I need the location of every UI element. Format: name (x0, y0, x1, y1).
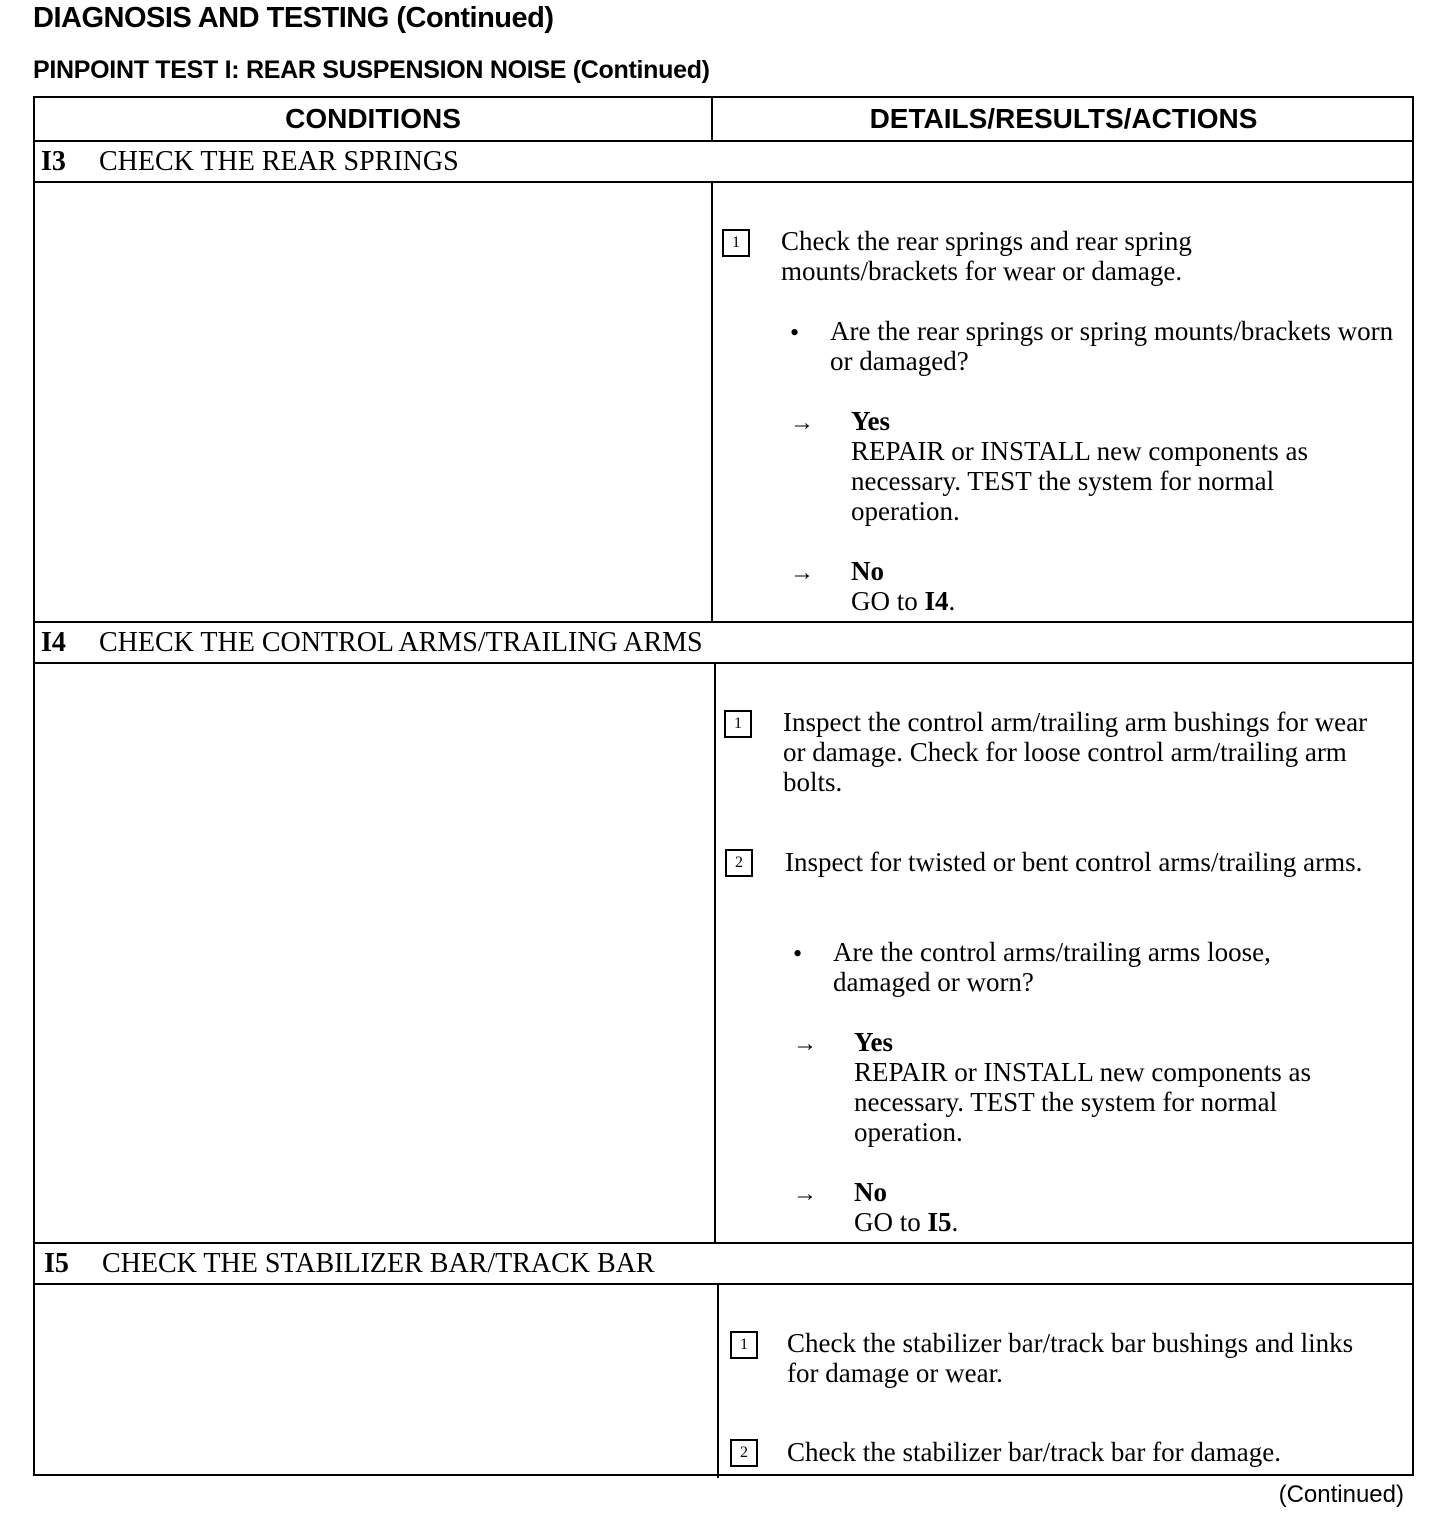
column-header-details: DETAILS/RESULTS/ACTIONS (869, 103, 1258, 134)
step-title-text: CHECK THE REAR SPRINGS (99, 146, 459, 177)
step-title-i4 (41, 623, 703, 663)
section-title: DIAGNOSIS AND TESTING (Continued) (33, 2, 554, 34)
action-text: Check the stabilizer bar/track bar for damage. (787, 1437, 1282, 1467)
bullet-icon: • (793, 939, 803, 968)
action-text: Check the stabilizer bar/track bar bushings and links for damage or wear. (787, 1328, 1354, 1388)
no-action (851, 586, 955, 616)
no-action-prefix: GO to (851, 586, 925, 616)
yes-action: REPAIR or INSTALL new components as necessary. TEST the system for normal operation. (851, 436, 1309, 526)
step-id: I3 (41, 146, 66, 177)
step-id: I5 (44, 1248, 69, 1279)
no-action (854, 1207, 958, 1237)
step-title-text: CHECK THE STABILIZER BAR/TRACK BAR (102, 1248, 655, 1279)
step-title-text: CHECK THE CONTROL ARMS/TRAILING ARMS (99, 627, 703, 658)
no-action-suffix: . (951, 1207, 959, 1237)
question-text: Are the control arms/trailing arms loose, damaged or worn? (833, 937, 1271, 997)
divider (711, 181, 713, 621)
question-text: Are the rear springs or spring mounts/brackets worn or damaged? (830, 316, 1394, 376)
no-label: No (854, 1177, 887, 1207)
yes-label: Yes (851, 406, 890, 436)
step-number-box: 1 (722, 229, 750, 257)
action-text: Inspect the control arm/trailing arm bushings for wear or damage. Check for loose control arm/trailing arm bolts. (783, 707, 1368, 797)
step-number-box: 2 (730, 1439, 758, 1467)
no-label: No (851, 556, 884, 586)
test-title: PINPOINT TEST I: REAR SUSPENSION NOISE (Continued) (33, 56, 710, 84)
divider (717, 1283, 719, 1478)
step-title-i5 (44, 1244, 655, 1284)
step-number-box: 1 (730, 1331, 758, 1359)
pinpoint-test-table (33, 96, 1414, 1476)
divider (35, 662, 1412, 664)
divider (714, 662, 716, 1242)
action-text: Check the rear springs and rear spring mounts/brackets for wear or damage. (781, 226, 1192, 286)
bullet-icon: • (790, 318, 800, 347)
step-number-box: 1 (724, 710, 752, 738)
divider (35, 1283, 1412, 1285)
column-header-conditions: CONDITIONS (285, 103, 461, 134)
go-to-target: I4 (924, 586, 949, 616)
no-action-suffix: . (948, 586, 956, 616)
yes-label: Yes (854, 1027, 893, 1057)
continued-label: (Continued) (1278, 1481, 1404, 1508)
go-to-target: I5 (927, 1207, 952, 1237)
step-number-box: 2 (725, 849, 753, 877)
arrow-right-icon: → (793, 1031, 817, 1057)
yes-action: REPAIR or INSTALL new components as necessary. TEST the system for normal operation. (854, 1057, 1312, 1147)
divider (711, 98, 713, 140)
no-action-prefix: GO to (854, 1207, 928, 1237)
divider (35, 181, 1412, 183)
step-title-i3 (41, 142, 459, 182)
arrow-right-icon: → (790, 560, 814, 586)
arrow-right-icon: → (790, 410, 814, 436)
arrow-right-icon: → (793, 1181, 817, 1207)
action-text: Inspect for twisted or bent control arms/trailing arms. (785, 847, 1363, 877)
step-id: I4 (41, 627, 66, 658)
